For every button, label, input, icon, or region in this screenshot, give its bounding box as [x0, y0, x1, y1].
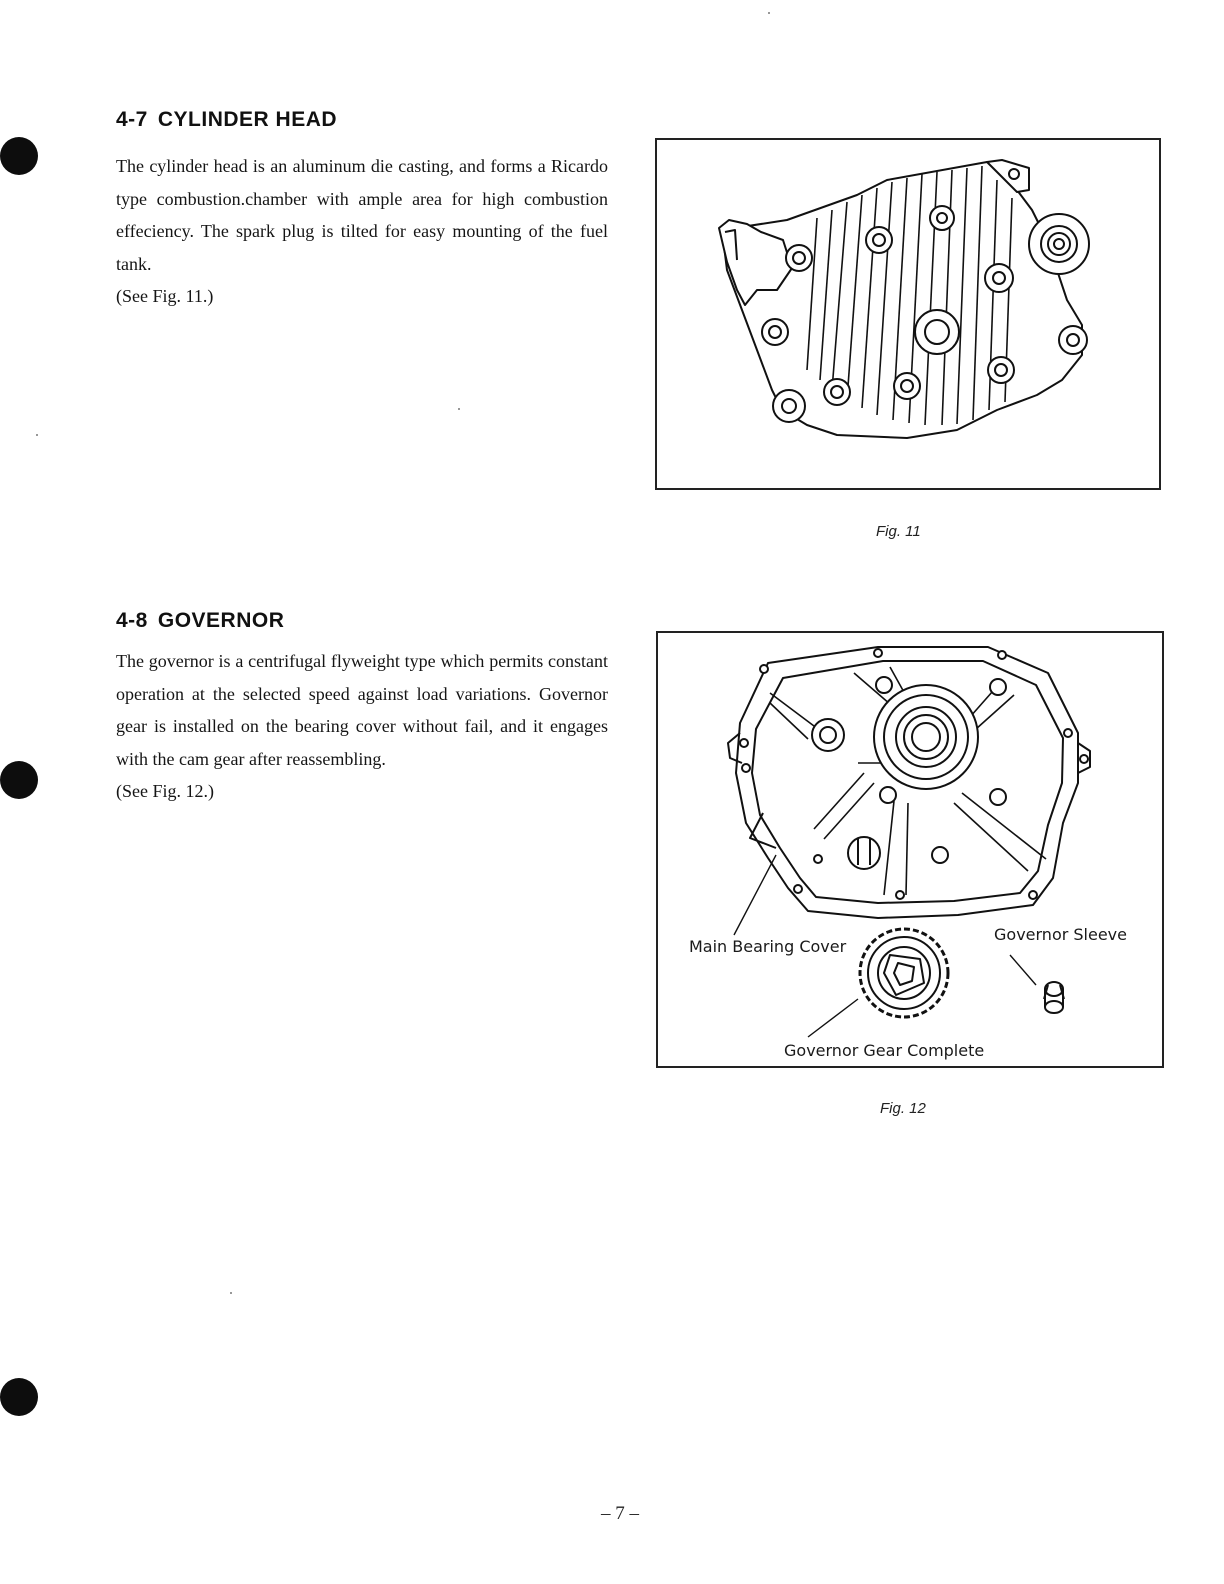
label-main-bearing-cover: Main Bearing Cover	[689, 937, 847, 956]
figure-caption: Fig. 11	[876, 523, 921, 540]
label-governor-gear-complete: Governor Gear Complete	[784, 1041, 985, 1060]
section-heading-governor	[116, 609, 284, 633]
figure-12-frame	[656, 631, 1164, 1068]
main-bearing-cover-illustration	[658, 633, 1162, 1066]
scan-speck	[36, 434, 38, 436]
page-number: – 7 –	[601, 1503, 639, 1524]
section-body-governor	[116, 645, 608, 808]
section-heading-cylinder-head	[116, 108, 337, 132]
label-governor-sleeve: Governor Sleeve	[994, 925, 1127, 944]
figure-caption: Fig. 12	[880, 1100, 926, 1117]
section-number: 4-7	[116, 108, 148, 131]
section-title: GOVERNOR	[157, 609, 285, 632]
binder-hole	[0, 1378, 38, 1416]
section-body-cylinder-head	[116, 150, 608, 313]
binder-hole	[0, 137, 38, 175]
cylinder-head-illustration	[657, 140, 1159, 488]
binder-hole	[0, 761, 38, 799]
figure-reference: (See Fig. 11.)	[116, 286, 214, 307]
body-paragraph: The governor is a centrifugal flyweight type which permits constant operation at the selected speed against load variations. Governor gear is installed on the bearing cover without fail, and it engages with the cam gear after reassembling.	[116, 651, 608, 769]
section-title: CYLINDER HEAD	[157, 108, 338, 131]
figure-11-frame	[655, 138, 1161, 490]
section-number: 4-8	[116, 609, 148, 632]
scan-speck	[768, 12, 770, 14]
figure-reference: (See Fig. 12.)	[116, 781, 214, 802]
scan-speck	[230, 1292, 232, 1294]
body-paragraph: The cylinder head is an aluminum die casting, and forms a Ricardo type combustion.chamber with ample area for high combustion effeciency. The spark plug is tilted for easy mounting of the fuel tank.	[116, 156, 608, 274]
scan-speck	[458, 408, 460, 410]
